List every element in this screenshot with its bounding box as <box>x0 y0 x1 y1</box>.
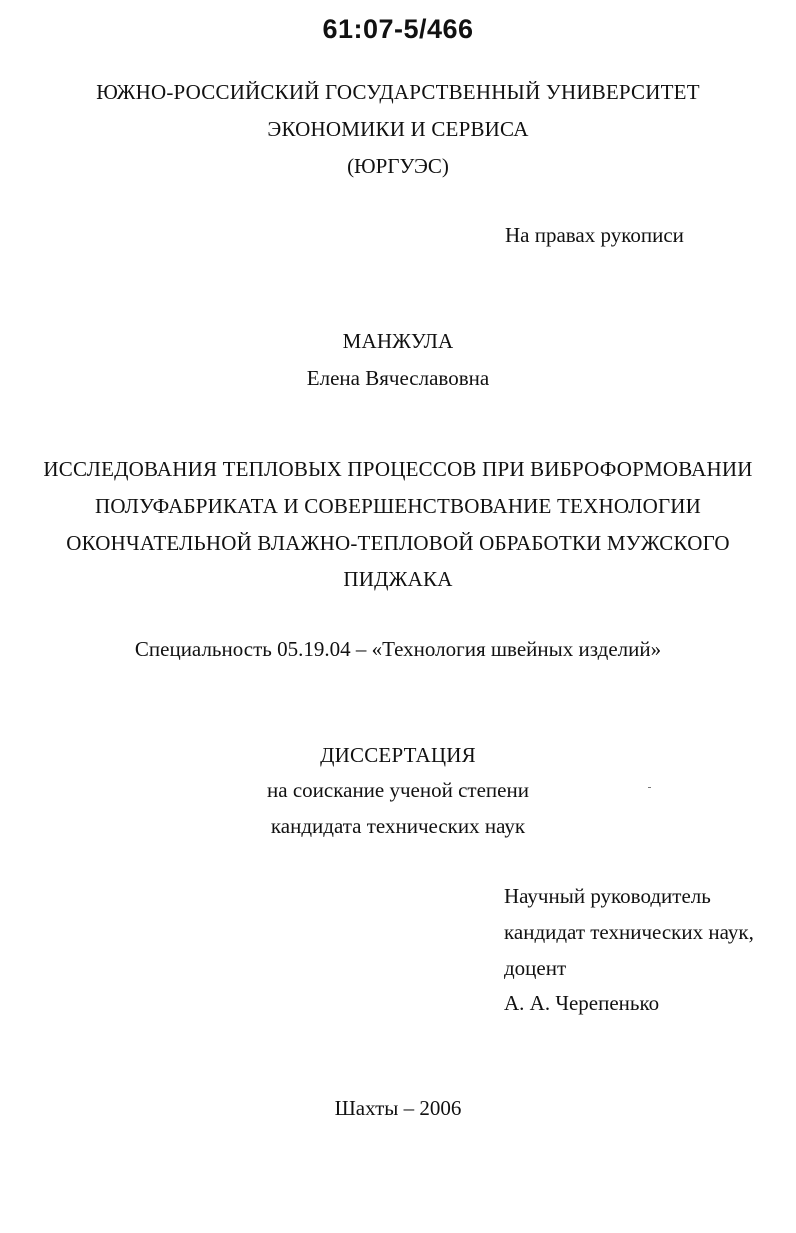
author-surname: МАНЖУЛА <box>342 329 454 353</box>
specialty: Специальность 05.19.04 – «Технология швейных изделий» <box>134 637 662 661</box>
author-given-names: Елена Вячеславовна <box>306 366 490 390</box>
institution-line-1: ЮЖНО-РОССИЙСКИЙ ГОСУДАРСТВЕННЫЙ УНИВЕРСИТЕТ <box>96 80 700 104</box>
title-line-4: ПИДЖАКА <box>343 567 453 591</box>
title-line-3: ОКОНЧАТЕЛЬНОЙ ВЛАЖНО-ТЕПЛОВОЙ ОБРАБОТКИ МУЖСКОГО <box>66 531 730 555</box>
title-line-1: ИССЛЕДОВАНИЯ ТЕПЛОВЫХ ПРОЦЕССОВ ПРИ ВИБРОФОРМОВАНИИ <box>43 457 753 481</box>
supervisor-degree: кандидат технических наук, <box>504 920 754 944</box>
dissertation-line-1: на соискание ученой степени <box>267 778 529 802</box>
supervisor-label: Научный руководитель <box>504 884 711 908</box>
dissertation-line-2: кандидата технических наук <box>270 814 526 838</box>
institution-abbreviation: (ЮРГУЭС) <box>347 154 449 178</box>
manuscript-rights: На правах рукописи <box>505 223 684 247</box>
institution-line-2: ЭКОНОМИКИ И СЕРВИСА <box>267 117 529 141</box>
title-line-2: ПОЛУФАБРИКАТА И СОВЕРШЕНСТВОВАНИЕ ТЕХНОЛОГИИ <box>94 494 702 518</box>
supervisor-rank: доцент <box>504 956 567 980</box>
archive-code: 61:07-5/466 <box>322 14 474 44</box>
scan-speck <box>648 787 651 788</box>
dissertation-heading: ДИССЕРТАЦИЯ <box>320 743 476 767</box>
place-year: Шахты – 2006 <box>334 1096 462 1120</box>
supervisor-name: А. А. Черепенько <box>504 991 660 1015</box>
